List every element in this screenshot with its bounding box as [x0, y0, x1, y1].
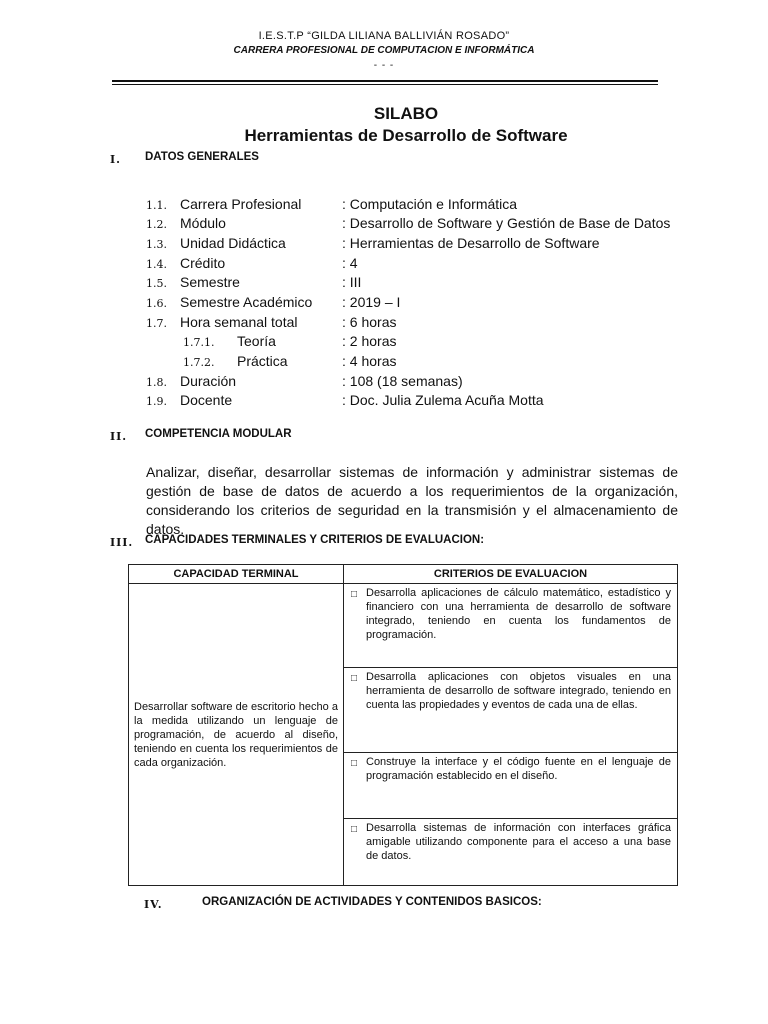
document-title: SILABO — [373, 104, 439, 123]
item-number: 1.9. — [146, 395, 167, 408]
section-number: III. — [110, 536, 134, 549]
datos-item — [146, 215, 226, 231]
capacidad-terminal-cell: Desarrollar software de escritorio hecho a la medida utilizando un lenguaje de programación, de acuerdo al diseño, teniendo en cuenta los requerimientos de cada organización. — [129, 584, 344, 886]
item-value: : 108 (18 semanas) — [342, 373, 463, 389]
section-number: I. — [110, 153, 121, 166]
column-header: CAPACIDAD TERMINAL — [129, 565, 344, 584]
section-number: IV. — [144, 898, 163, 911]
item-number: 1.3. — [146, 238, 167, 251]
item-number: 1.5. — [146, 277, 167, 290]
header-rule-thick — [112, 80, 658, 82]
section-number: II. — [110, 430, 128, 443]
item-value: : Desarrollo de Software y Gestión de Base de Datos — [342, 215, 671, 231]
competencia-paragraph: Analizar, diseñar, desarrollar sistemas de información y administrar sistemas de gestión de base de datos de acuerdo a los requerimientos de la organización, considerando los criterios de seguridad en la transmisión y el almacenamiento de datos. — [146, 464, 678, 537]
item-number: 1.2. — [146, 218, 167, 231]
datos-subitem — [183, 333, 276, 349]
item-number: 1.4. — [146, 258, 167, 271]
item-number: 1.1. — [146, 199, 167, 212]
item-label: Módulo — [180, 215, 226, 231]
item-value: : Computación e Informática — [342, 196, 518, 212]
datos-item — [146, 255, 225, 271]
section-2-title: COMPETENCIA MODULAR — [145, 428, 292, 440]
datos-subitem — [183, 353, 288, 369]
checkbox-icon: □ — [351, 673, 358, 684]
criterio-text: Desarrolla sistemas de información con interfaces gráfica amigable utilizando componente para el acceso a una base de datos. — [366, 822, 671, 862]
checkbox-icon: □ — [351, 824, 358, 835]
criterio-cell — [344, 584, 678, 668]
checkbox-icon: □ — [351, 758, 358, 769]
section-3-heading — [110, 533, 133, 551]
item-label: Duración — [180, 373, 237, 389]
section-4-heading — [144, 895, 163, 913]
institution-name: I.E.S.T.P “GILDA LILIANA BALLIVIÁN ROSADO” — [258, 30, 510, 42]
item-value: : Doc. Julia Zulema Acuña Motta — [342, 392, 544, 408]
item-number: 1.8. — [146, 376, 167, 389]
checkbox-icon: □ — [351, 589, 358, 600]
item-label: Semestre — [180, 274, 240, 290]
capacidades-table — [128, 564, 678, 886]
table-row — [129, 584, 678, 668]
item-value: : 4 horas — [342, 353, 397, 369]
career-line: CARRERA PROFESIONAL DE COMPUTACION E INFORMÁTICA — [233, 45, 535, 56]
table-header-row — [129, 565, 678, 584]
datos-item — [146, 235, 286, 251]
item-value: : 4 — [342, 255, 358, 271]
item-label: Práctica — [237, 353, 288, 369]
item-label: Semestre Académico — [180, 294, 313, 310]
item-number: 1.7. — [146, 317, 167, 330]
criterio-text: Desarrolla aplicaciones con objetos visuales en una herramienta de desarrollo de software integrado, teniendo en cuenta las propiedades y eventos de cada una de ellas. — [366, 671, 671, 711]
section-4-title: ORGANIZACIÓN DE ACTIVIDADES Y CONTENIDOS BASICOS: — [202, 896, 542, 908]
criterio-text: Construye la interface y el código fuente en el lenguaje de programación establecido en el diseño. — [366, 756, 671, 782]
criterio-cell — [344, 819, 678, 886]
item-label: Hora semanal total — [180, 314, 298, 330]
datos-item — [146, 294, 312, 310]
item-label: Docente — [180, 392, 233, 408]
item-label: Crédito — [180, 255, 226, 271]
datos-item — [146, 392, 232, 408]
section-1-title: DATOS GENERALES — [145, 151, 259, 163]
item-label: Unidad Didáctica — [180, 235, 286, 251]
item-number: 1.7.2. — [183, 356, 215, 369]
criterio-text: Desarrolla aplicaciones de cálculo matemático, estadístico y financiero con una herramienta de desarrollo de software integrado, teniendo en cuenta los fundamentos de programación. — [366, 587, 671, 641]
item-value: : 6 horas — [342, 314, 397, 330]
section-2-heading — [110, 427, 127, 445]
item-value: : III — [342, 274, 362, 290]
section-3-title: CAPACIDADES TERMINALES Y CRITERIOS DE EVALUACION: — [145, 534, 485, 546]
datos-item — [146, 314, 298, 330]
header-rule-thin — [112, 84, 658, 85]
datos-item — [146, 274, 240, 290]
item-label: Teoría — [237, 333, 276, 349]
item-label: Carrera Profesional — [180, 196, 302, 212]
item-number: 1.7.1. — [183, 336, 215, 349]
item-number: 1.6. — [146, 297, 167, 310]
item-value: : Herramientas de Desarrollo de Software — [342, 235, 600, 251]
column-header: CRITERIOS DE EVALUACION — [344, 565, 678, 584]
criterio-cell — [344, 668, 678, 753]
criterio-cell — [344, 753, 678, 819]
section-1-heading — [110, 150, 121, 168]
dash-line: - - - — [373, 60, 395, 71]
datos-item — [146, 196, 301, 212]
document-subtitle: Herramientas de Desarrollo de Software — [244, 126, 568, 145]
item-value: : 2019 – I — [342, 294, 401, 310]
datos-item — [146, 373, 236, 389]
item-value: : 2 horas — [342, 333, 397, 349]
